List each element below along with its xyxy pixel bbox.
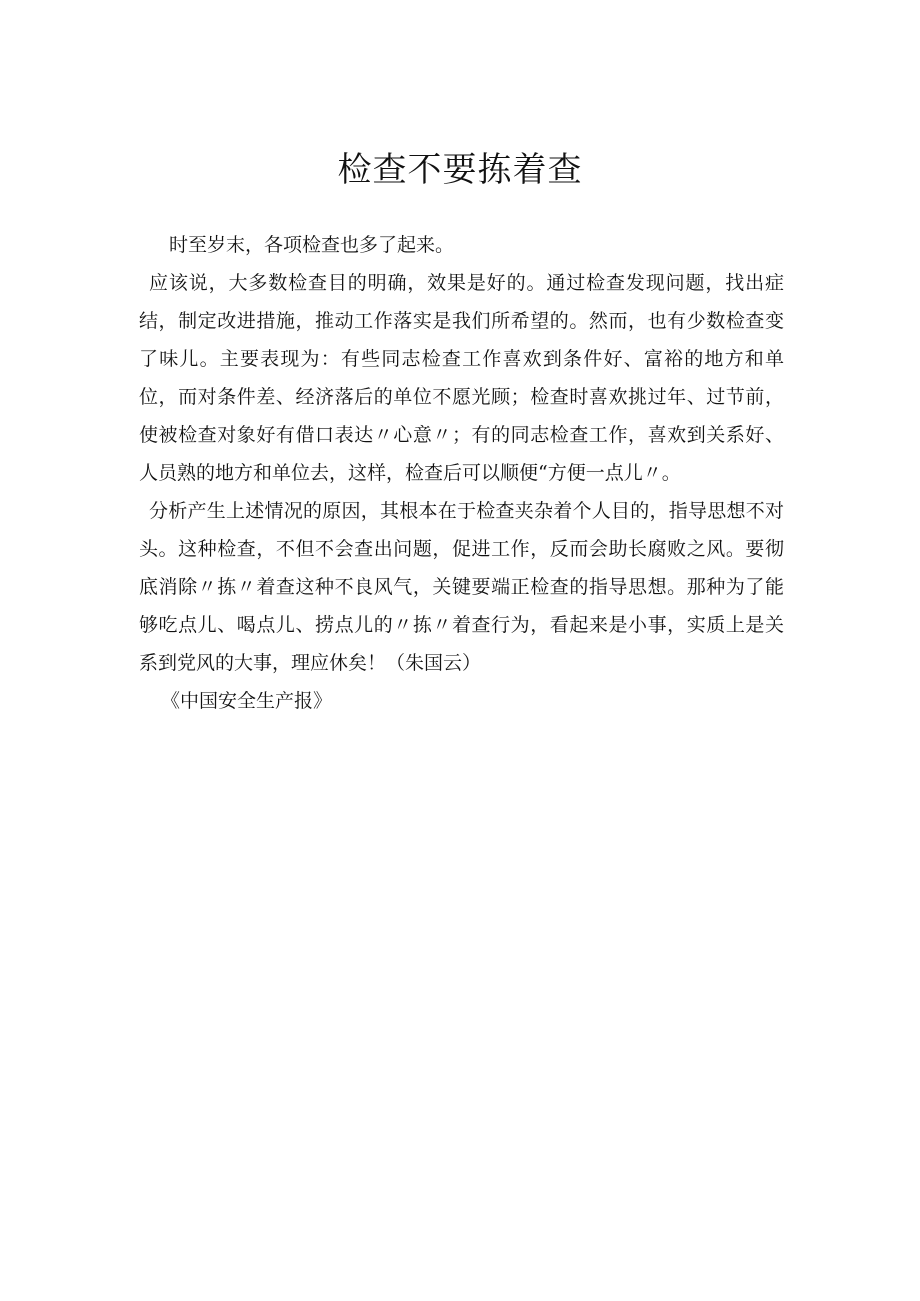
paragraph-1: 时至岁末，各项检查也多了起来。 xyxy=(169,234,455,256)
source-citation: 《中国安全生产报》 xyxy=(161,690,333,712)
paragraph-3: 分析产生上述情况的原因，其根本在于检查夹杂着个人目的，指导思想不对头。这种检查，不但不会查出问题，促进工作，反而会助长腐败之风。要彻底消除〃拣〃着查这种不良风气，关键要端正检查的指导思想。那种为了能够吃点儿、喝点儿、捞点儿的〃拣〃着查行为，看起来是小事，实质上是关系到党风的大事，理应休矣！（朱国云） xyxy=(139,500,784,674)
paragraph-2: 应该说，大多数检查目的明确，效果是好的。通过检查发现问题，找出症结，制定改进措施，推动工作落实是我们所希望的。然而，也有少数检查变了味儿。主要表现为：有些同志检查工作喜欢到条件好、富裕的地方和单位，而对条件差、经济落后的单位不愿光顾；检查时喜欢挑过年、过节前，使被检查对象好有借口表达〃心意〃；有的同志检查工作，喜欢到关系好、人员熟的地方和单位去，这样，检查后可以顺便“方便一点儿〃。 xyxy=(139,272,784,484)
document-body xyxy=(139,226,784,720)
document-title: 检查不要拣着查 xyxy=(337,150,583,190)
